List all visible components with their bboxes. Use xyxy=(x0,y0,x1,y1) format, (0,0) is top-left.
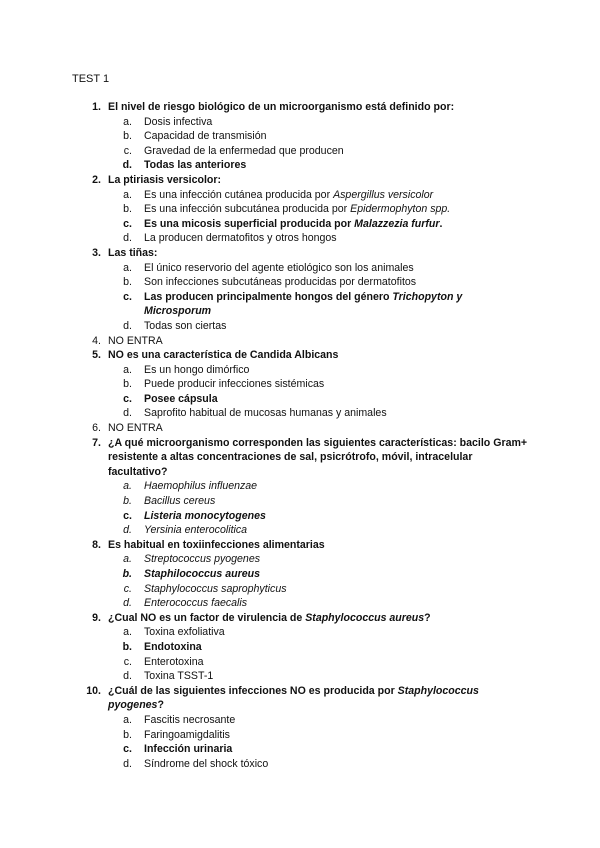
answer-option-a xyxy=(72,625,532,640)
option-text xyxy=(144,158,532,173)
question-3 xyxy=(72,246,532,334)
option-text xyxy=(144,552,532,567)
option-letter: c. xyxy=(123,290,132,303)
question-text-part: Es habitual en toxiinfecciones alimentarias xyxy=(108,538,325,551)
option-letter: c. xyxy=(123,743,132,756)
answer-options xyxy=(72,552,532,610)
option-text-part: Trichopyton y Microsporum xyxy=(144,290,463,318)
question-number: 1. xyxy=(92,101,101,113)
answer-option-c xyxy=(72,144,532,159)
option-letter: b. xyxy=(123,495,132,508)
option-text xyxy=(144,275,532,290)
question-line xyxy=(72,611,532,626)
option-text-part: Staphilococcus aureus xyxy=(144,568,260,580)
option-letter: a. xyxy=(123,363,132,376)
option-text-part: Fascitis necrosante xyxy=(144,713,236,726)
question-number: 9. xyxy=(92,611,101,624)
answer-option-c xyxy=(72,217,532,232)
option-letter: d. xyxy=(123,319,132,332)
option-text xyxy=(144,129,532,144)
answer-option-b xyxy=(72,640,532,655)
option-text xyxy=(144,363,532,378)
question-text-part: ? xyxy=(424,611,431,624)
option-text xyxy=(144,494,532,509)
option-text xyxy=(144,596,532,611)
question-text-part: NO ENTRA xyxy=(108,334,163,347)
option-text-part: Streptococcus pyogenes xyxy=(144,553,261,566)
option-letter: b. xyxy=(123,276,132,289)
option-letter: c. xyxy=(123,582,132,595)
option-text-part: La producen dermatofitos y otros hongos xyxy=(144,232,337,245)
option-text-part: Todas las anteriores xyxy=(144,159,247,172)
option-text-part: Son infecciones subcutáneas producidas por dermatofitos xyxy=(144,276,417,289)
answer-option-c xyxy=(72,742,532,757)
option-text-part: Endotoxina xyxy=(144,640,202,653)
option-text-part: Es una infección cutánea producida por xyxy=(144,188,334,201)
answer-option-d xyxy=(72,231,532,246)
option-text xyxy=(144,406,532,421)
option-text-part: Enterococcus faecalis xyxy=(144,597,248,610)
question-text xyxy=(108,421,532,436)
option-letter: b. xyxy=(123,203,132,216)
option-letter: d. xyxy=(123,670,132,683)
answer-option-d xyxy=(72,319,532,334)
option-text xyxy=(144,377,532,392)
option-text-part: Es un hongo dimórfico xyxy=(144,363,250,376)
question-number: 6. xyxy=(92,422,101,435)
option-text xyxy=(144,217,532,232)
option-letter: b. xyxy=(123,728,132,741)
option-letter: a. xyxy=(123,261,132,274)
question-line xyxy=(72,538,532,553)
option-letter: b. xyxy=(123,130,132,143)
option-text xyxy=(144,669,532,684)
answer-option-d xyxy=(72,406,532,421)
question-line xyxy=(72,173,532,188)
option-text-part: Capacidad de transmisión xyxy=(144,130,267,143)
option-text xyxy=(144,479,532,494)
option-text-part: Infección urinaria xyxy=(144,743,233,756)
answer-option-d xyxy=(72,158,532,173)
question-text xyxy=(108,100,532,115)
question-8 xyxy=(72,538,532,611)
question-text-part: Staphylococcus pyogenes xyxy=(108,684,479,712)
option-text-part: Haemophilus influenzae xyxy=(144,480,258,493)
answer-option-b xyxy=(72,129,532,144)
question-text-part: NO es una característica de Candida Albicans xyxy=(108,349,339,362)
answer-option-a xyxy=(72,552,532,567)
question-list xyxy=(72,100,532,771)
option-text-part: Saprofito habitual de mucosas humanas y animales xyxy=(144,407,387,420)
option-text xyxy=(144,509,532,524)
question-line xyxy=(72,334,532,349)
option-text-part: Las producen principalmente hongos del género xyxy=(144,290,393,303)
answer-option-c xyxy=(72,392,532,407)
option-letter: c. xyxy=(123,144,132,157)
option-letter: d. xyxy=(123,524,132,537)
question-number: 3. xyxy=(92,246,101,259)
question-number: 2. xyxy=(92,173,101,186)
option-text-part: Aspergillus versicolor xyxy=(333,188,434,201)
question-number: 5. xyxy=(92,349,101,362)
option-text xyxy=(144,188,532,203)
answer-option-b xyxy=(72,494,532,509)
option-text xyxy=(144,567,532,582)
option-letter: b. xyxy=(123,378,132,391)
question-6 xyxy=(72,421,532,436)
question-line xyxy=(72,684,532,713)
option-letter: d. xyxy=(122,159,132,172)
question-text xyxy=(108,173,532,188)
answer-option-b xyxy=(72,728,532,743)
option-text xyxy=(144,713,532,728)
option-text-part: Faringoamigdalitis xyxy=(144,728,230,741)
answer-options xyxy=(72,713,532,771)
option-text-part: Enterotoxina xyxy=(144,655,204,668)
question-text xyxy=(108,538,532,553)
answer-option-d xyxy=(72,523,532,538)
answer-option-c xyxy=(72,655,532,670)
question-text-part: La ptiriasis versicolor: xyxy=(108,173,222,186)
question-line xyxy=(72,436,532,480)
question-text-part: NO ENTRA xyxy=(108,422,163,435)
option-letter: c. xyxy=(123,392,132,405)
option-letter: a. xyxy=(123,188,132,201)
answer-option-b xyxy=(72,567,532,582)
answer-option-d xyxy=(72,596,532,611)
option-text-part: Yersinia enterocolitica xyxy=(144,524,248,537)
answer-option-d xyxy=(72,757,532,772)
answer-option-a xyxy=(72,261,532,276)
question-text-part: Staphylococcus aureus xyxy=(305,611,425,624)
option-text xyxy=(144,625,532,640)
option-text-part: Gravedad de la enfermedad que producen xyxy=(144,144,344,157)
option-text xyxy=(144,655,532,670)
option-text-part: Staphylococcus saprophyticus xyxy=(144,582,287,595)
question-7 xyxy=(72,436,532,538)
option-text xyxy=(144,202,532,217)
question-text xyxy=(108,684,532,713)
option-text-part: Malazzezia furfur xyxy=(354,217,440,230)
option-letter: a. xyxy=(123,480,132,493)
question-line xyxy=(72,421,532,436)
option-text xyxy=(144,757,532,772)
answer-options xyxy=(72,261,532,334)
option-letter: d. xyxy=(123,407,132,420)
answer-option-b xyxy=(72,377,532,392)
option-letter: d. xyxy=(123,232,132,245)
question-4 xyxy=(72,334,532,349)
option-text-part: Dosis infectiva xyxy=(144,115,213,128)
question-text xyxy=(108,611,532,626)
question-number: 10. xyxy=(86,684,101,697)
answer-options xyxy=(72,188,532,246)
option-text xyxy=(144,290,532,319)
answer-options xyxy=(72,479,532,537)
question-text xyxy=(108,334,532,349)
answer-options xyxy=(72,625,532,683)
answer-options xyxy=(72,363,532,421)
option-text xyxy=(144,523,532,538)
answer-option-a xyxy=(72,713,532,728)
option-text-part: Toxina TSST-1 xyxy=(144,670,214,683)
question-1 xyxy=(72,100,532,173)
option-letter: d. xyxy=(123,597,132,610)
question-text xyxy=(108,436,532,480)
question-line xyxy=(72,246,532,261)
answer-option-c xyxy=(72,290,532,319)
question-line xyxy=(72,100,532,115)
option-letter: c. xyxy=(123,655,132,668)
option-text-part: . xyxy=(439,217,443,230)
option-text xyxy=(144,392,532,407)
option-letter: a. xyxy=(123,115,132,128)
option-letter: a. xyxy=(123,713,132,726)
question-10 xyxy=(72,684,532,772)
option-text-part: Toxina exfoliativa xyxy=(144,626,225,639)
question-text-part: El nivel de riesgo biológico de un microorganismo está definido por: xyxy=(108,101,455,113)
question-5 xyxy=(72,348,532,421)
answer-option-b xyxy=(72,202,532,217)
option-text-part: Puede producir infecciones sistémicas xyxy=(144,378,325,391)
answer-option-a xyxy=(72,363,532,378)
question-text xyxy=(108,246,532,261)
option-text xyxy=(144,728,532,743)
question-text-part: ¿A qué microorganismo corresponden las siguientes características: bacilo Gram+ resistente a altas concentraciones de sal, psicrótrofo, móvil, intracelular facultativo? xyxy=(108,436,528,478)
option-letter: a. xyxy=(123,626,132,639)
answer-option-a xyxy=(72,479,532,494)
option-text-part: Es una micosis superficial producida por xyxy=(144,217,355,230)
option-letter: c. xyxy=(123,509,132,522)
question-text-part: ¿Cuál de las siguientes infecciones NO es producida por xyxy=(108,684,398,697)
option-text-part: Es una infección subcutánea producida por xyxy=(144,203,351,216)
question-number: 4. xyxy=(92,334,101,347)
option-text xyxy=(144,115,532,130)
option-text xyxy=(144,144,532,159)
answer-option-b xyxy=(72,275,532,290)
option-letter: a. xyxy=(123,553,132,566)
option-letter: b. xyxy=(122,568,132,580)
answer-options xyxy=(72,115,532,173)
option-text-part: Listeria monocytogenes xyxy=(144,509,266,522)
option-text-part: El único reservorio del agente etiológico son los animales xyxy=(144,261,414,274)
question-text-part: ? xyxy=(157,699,164,712)
option-text xyxy=(144,742,532,757)
question-line xyxy=(72,348,532,363)
test-title: TEST 1 xyxy=(72,73,110,85)
option-letter: b. xyxy=(122,640,132,653)
option-text xyxy=(144,231,532,246)
option-text-part: Síndrome del shock tóxico xyxy=(144,757,269,770)
answer-option-c xyxy=(72,582,532,597)
answer-option-a xyxy=(72,115,532,130)
option-text xyxy=(144,582,532,597)
option-letter: c. xyxy=(123,217,132,230)
question-text-part: ¿Cual NO es un factor de virulencia de xyxy=(108,611,306,624)
question-9 xyxy=(72,611,532,684)
option-text-part: Epidermophyton spp. xyxy=(350,203,451,216)
question-number: 8. xyxy=(92,538,101,551)
answer-option-a xyxy=(72,188,532,203)
option-text-part: Bacillus cereus xyxy=(144,495,216,508)
question-number: 7. xyxy=(92,436,101,449)
answer-option-c xyxy=(72,509,532,524)
question-text-part: Las tiñas: xyxy=(108,246,158,259)
option-text-part: Posee cápsula xyxy=(144,392,218,405)
question-2 xyxy=(72,173,532,246)
option-text xyxy=(144,319,532,334)
option-text xyxy=(144,640,532,655)
option-letter: d. xyxy=(123,757,132,770)
option-text-part: Todas son ciertas xyxy=(144,319,227,332)
option-text xyxy=(144,261,532,276)
answer-option-d xyxy=(72,669,532,684)
question-text xyxy=(108,348,532,363)
